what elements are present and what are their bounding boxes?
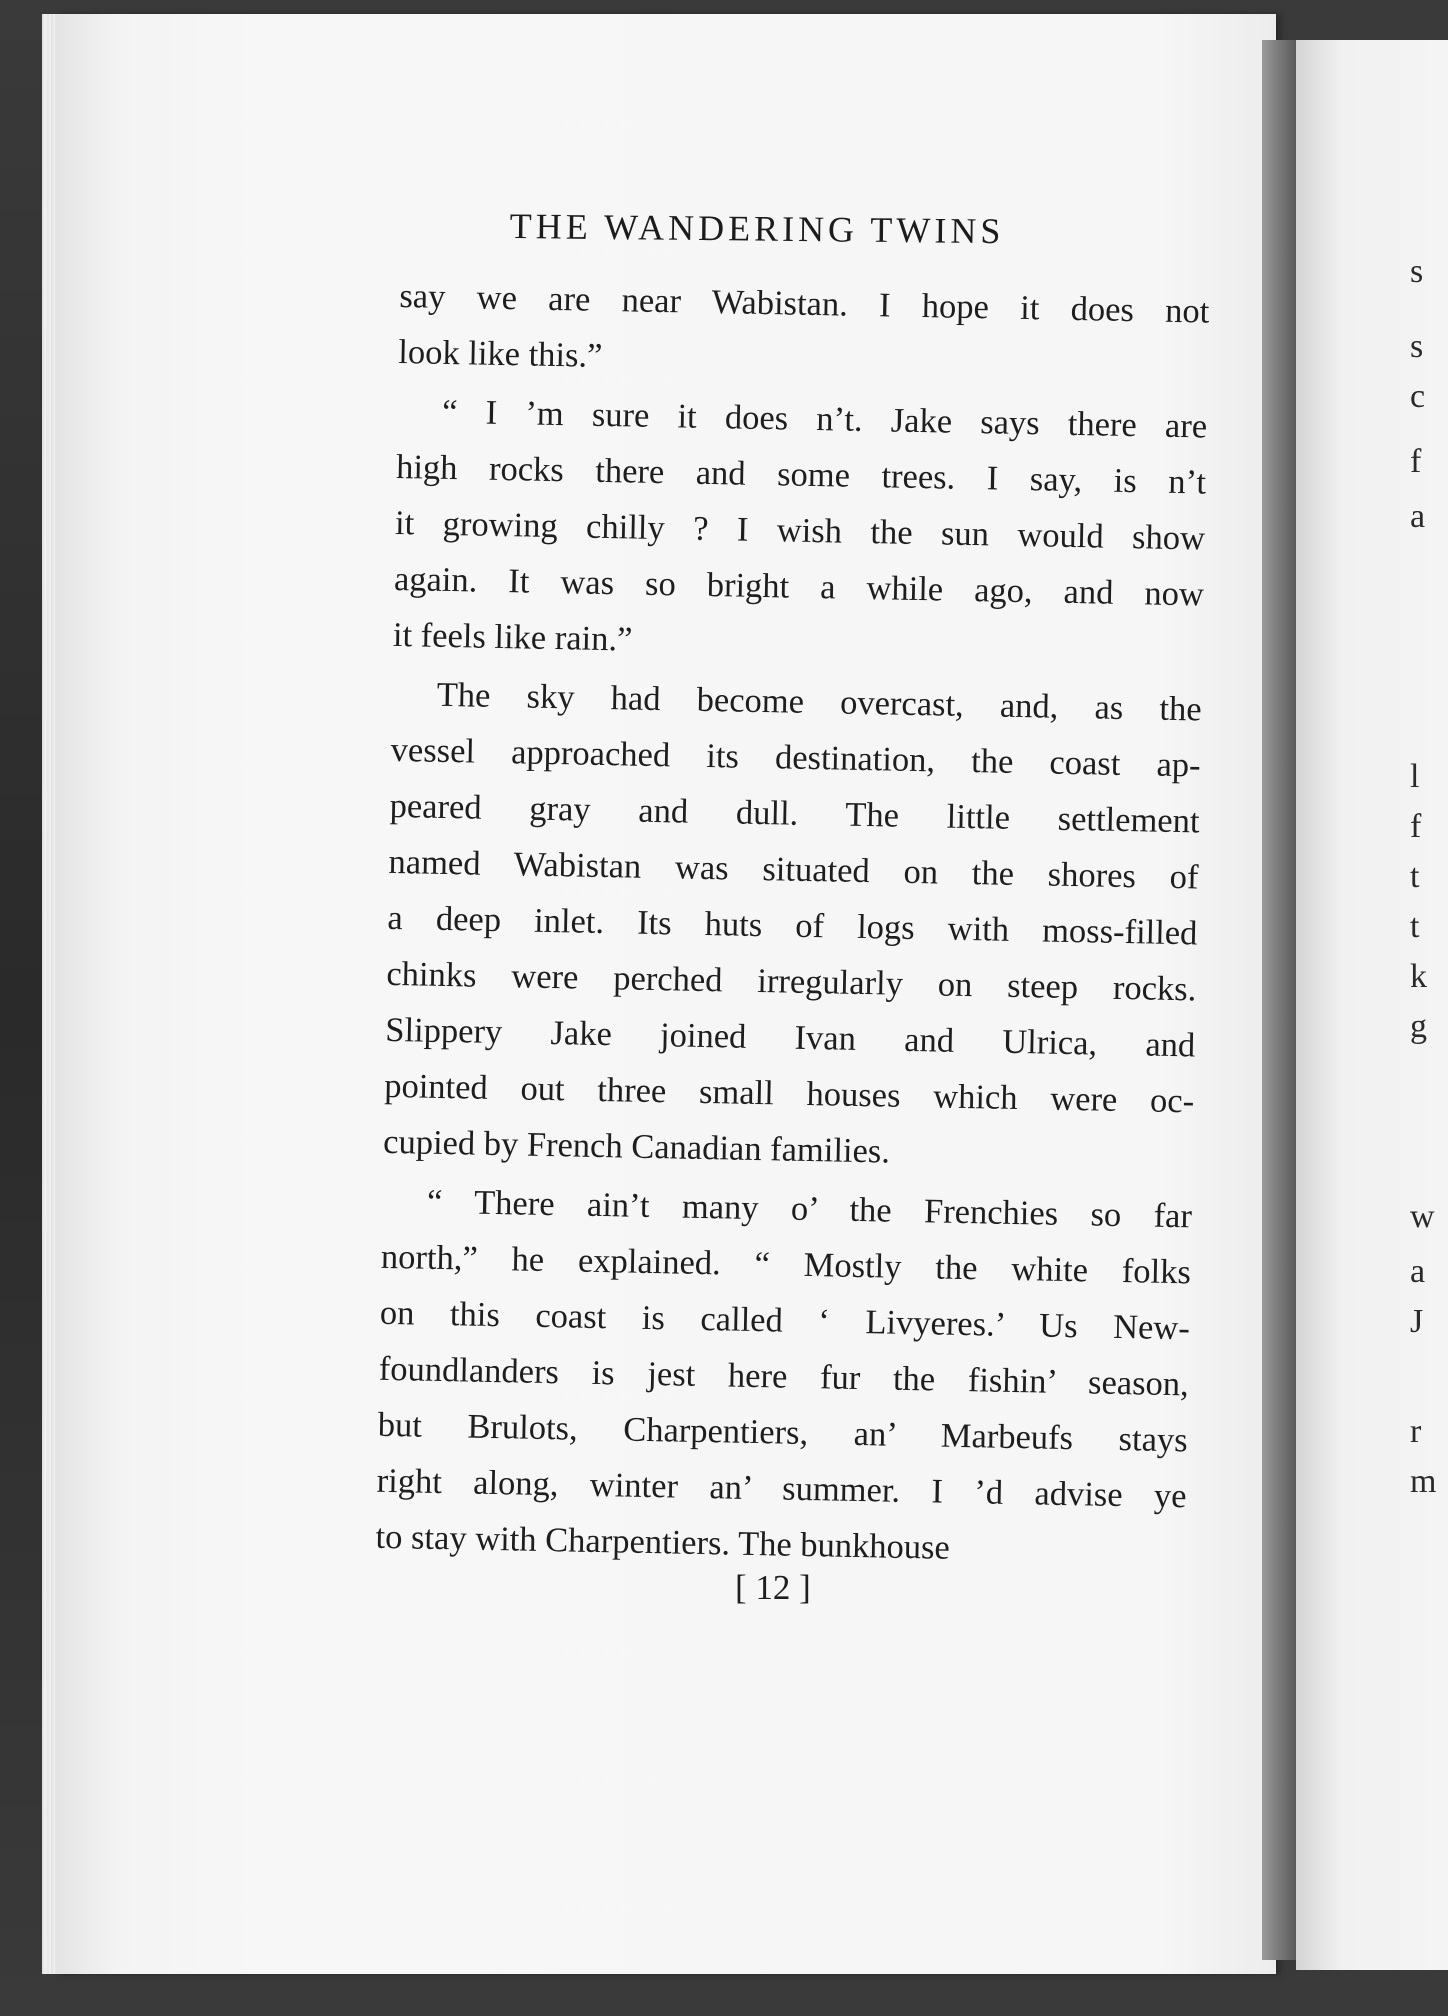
facing-page-letter: a (1410, 498, 1426, 535)
text-line: right along, winter an’ summer. I ’d advise ye (376, 1461, 1187, 1516)
body-text (375, 268, 1210, 1580)
text-line: it feels like rain.” (392, 615, 633, 659)
facing-page-letter: f (1410, 808, 1422, 845)
facing-page-letter: f (1410, 443, 1422, 480)
facing-page-letter: r (1410, 1413, 1422, 1450)
facing-page-letter: k (1410, 958, 1427, 995)
facing-page-letter: s (1410, 253, 1424, 290)
text-line: it growing chilly ? I wish the sun would show (394, 503, 1206, 558)
facing-page-letter: w (1410, 1198, 1435, 1235)
text-line: on this coast is called ‘ Livyeres.’ Us New- (379, 1293, 1191, 1348)
text-line: “ I ’m sure it does n’t. Jake says there are (441, 392, 1208, 446)
text-line: look like this.” (398, 332, 603, 375)
text-line: cupied by French Canadian families. (382, 1122, 891, 1171)
paragraph (392, 383, 1207, 678)
text-line: named Wabistan was situated on the shores of (388, 842, 1199, 897)
text-line: peared gray and dull. The little settlement (389, 786, 1200, 841)
facing-page-letter: s (1410, 328, 1424, 365)
facing-page-letter: J (1410, 1303, 1424, 1340)
text-line: vessel approached its destination, the coast ap- (390, 730, 1201, 785)
text-line: north,” he explained. “ Mostly the white folks (380, 1237, 1192, 1292)
facing-page-letter: m (1410, 1463, 1437, 1500)
text-line: Slippery Jake joined Ivan and Ulrica, and (385, 1010, 1196, 1065)
text-line: chinks were perched irregularly on steep rocks. (386, 954, 1197, 1009)
paragraph (398, 268, 1210, 396)
running-head: THE WANDERING TWINS (509, 205, 1005, 252)
text-line: to stay with Charpentiers. The bunkhouse (375, 1517, 951, 1567)
facing-page-letter: t (1410, 908, 1420, 945)
facing-page-text-fragment (1410, 0, 1448, 2016)
gutter-shadow (1262, 40, 1296, 1960)
text-line: say we are near Wabistan. I hope it does not (399, 276, 1210, 331)
paragraph (375, 1173, 1192, 1580)
text-line: high rocks there and some trees. I say, is n’t (395, 447, 1207, 502)
text-line: a deep inlet. Its huts of logs with moss-filled (387, 898, 1198, 953)
text-line: pointed out three small houses which were oc- (383, 1066, 1195, 1121)
page-number: [ 12 ] (735, 1568, 811, 1607)
paragraph (383, 666, 1203, 1185)
text-line: foundlanders is jest here fur the fishin’ season, (378, 1349, 1190, 1404)
facing-page-letter: a (1410, 1253, 1426, 1290)
text-line: but Brulots, Charpentiers, an’ Marbeufs stays (377, 1405, 1189, 1460)
text-line: The sky had become overcast, and, as the (436, 675, 1203, 729)
facing-page-letter: c (1410, 378, 1426, 415)
facing-page-letter: g (1410, 1008, 1427, 1045)
facing-page-letter: t (1410, 858, 1420, 895)
facing-page-letter: l (1410, 758, 1420, 795)
text-line: again. It was so bright a while ago, and now (393, 559, 1205, 614)
text-line: “ There ain’t many o’ the Frenchies so far (426, 1182, 1193, 1236)
